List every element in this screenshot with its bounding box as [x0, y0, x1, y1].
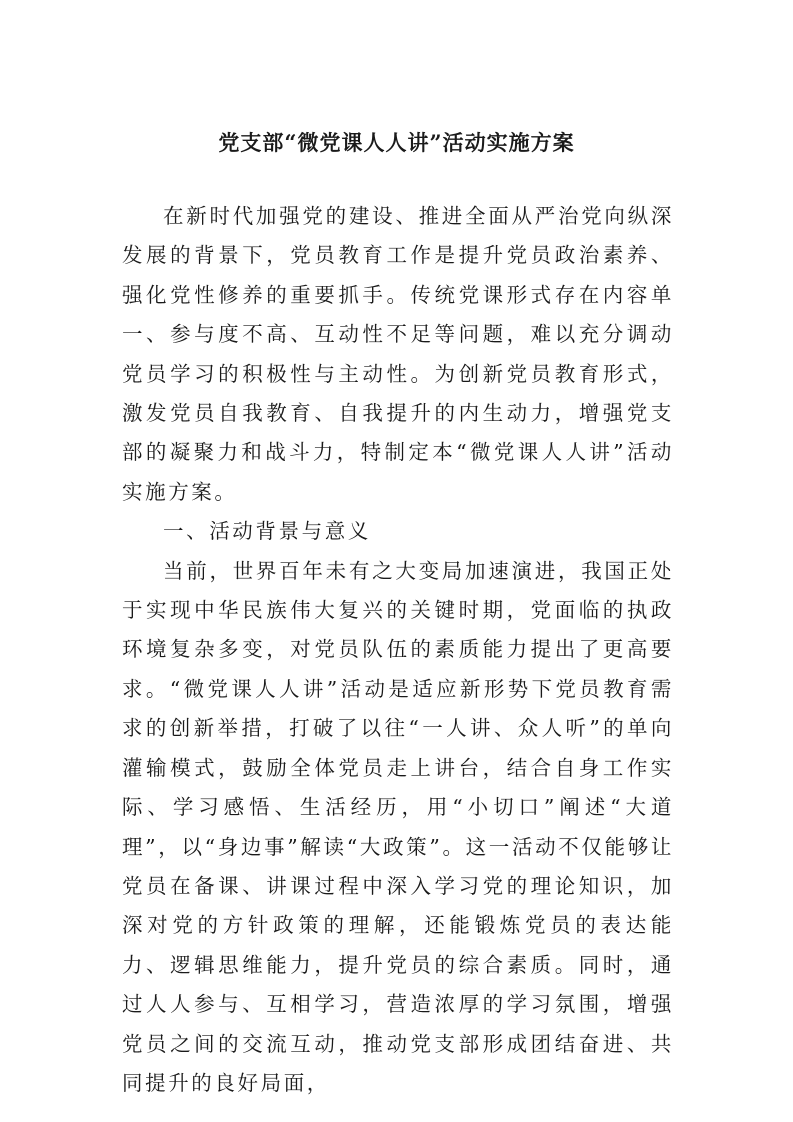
intro-paragraph: 在新时代加强党的建设、推进全面从严治党向纵深发展的背景下，党员教育工作是提升党员政治素养、强化党性修养的重要抓手。传统党课形式存在内容单一、参与度不高、互动性不足等问题，难以充分调动党员学习的积极性与主动性。为创新党员教育形式，激发党员自我教育、自我提升的内生动力，增强党支部的凝聚力和战斗力，特制定本“微党课人人讲”活动实施方案。: [122, 204, 674, 504]
document-title: 党支部“微党课人人讲”活动实施方案: [218, 130, 575, 155]
section-heading-background: 一、活动背景与意义: [163, 519, 371, 544]
document-body: [122, 197, 674, 1103]
background-paragraph: 当前，世界百年未有之大变局加速演进，我国正处于实现中华民族伟大复兴的关键时期，党面临的执政环境复杂多变，对党员队伍的素质能力提出了更高要求。“微党课人人讲”活动是适应新形势下党员教育需求的创新举措，打破了以往“一人讲、众人听”的单向灌输模式，鼓励全体党员走上讲台，结合自身工作实际、学习感悟、生活经历，用“小切口”阐述“大道理”，以“身边事”解读“大政策”。这一活动不仅能够让党员在备课、讲课过程中深入学习党的理论知识，加深对党的方针政策的理解，还能锻炼党员的表达能力、逻辑思维能力，提升党员的综合素质。同时，通过人人参与、互相学习，营造浓厚的学习氛围，增强党员之间的交流互动，推动党支部形成团结奋进、共同提升的良好局面，: [122, 558, 674, 1095]
